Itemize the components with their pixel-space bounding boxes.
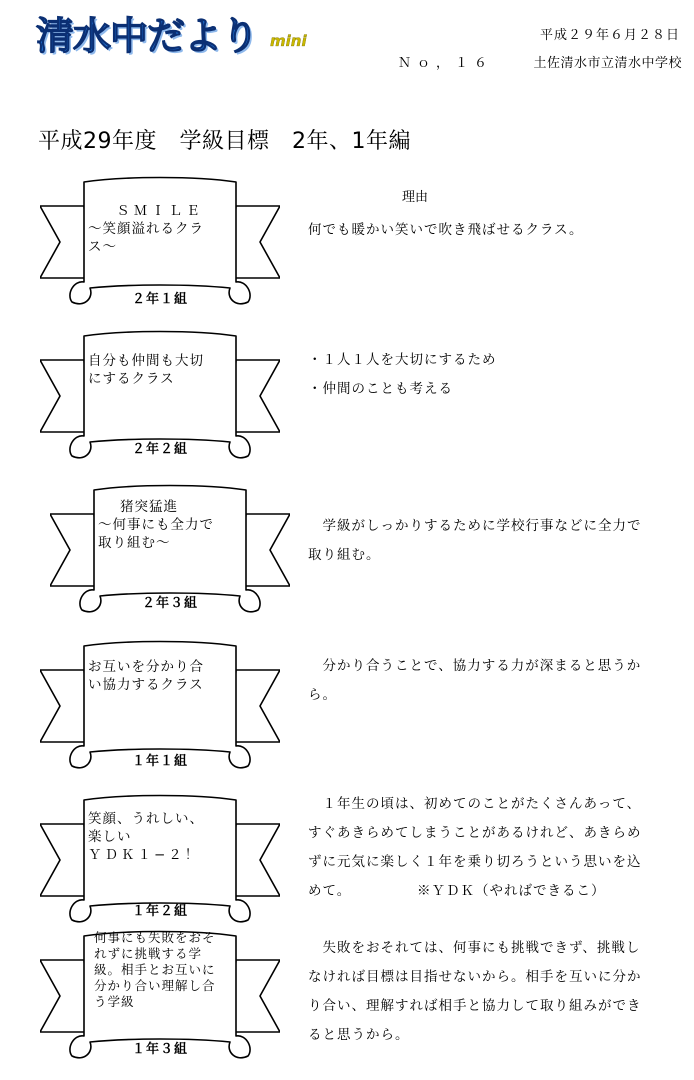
class-goal-banner	[40, 176, 280, 326]
issue-number: Ｎｏ，１６	[398, 56, 494, 71]
reason-line: １年生の頃は、初めてのことがたくさんあって、	[308, 796, 642, 812]
class-goal-banner	[40, 640, 280, 790]
class-name-label: ２年１組	[131, 292, 188, 307]
class-goal-line: 楽しい	[88, 829, 132, 845]
class-goal-text	[94, 930, 236, 1010]
class-goal-text	[98, 498, 242, 552]
class-goal-text	[88, 352, 232, 388]
reason-line: ずに元気に楽しく１年を乗り切ろうという思いを込	[308, 854, 642, 870]
logo-mini-tag: mini	[270, 32, 307, 50]
class-goal-reason	[308, 934, 682, 1050]
class-goal-line: お互いを分かり合	[88, 659, 204, 675]
issue-date: 平成２９年６月２８日	[539, 28, 680, 43]
class-goal-line: 自分も仲間も大切	[88, 353, 204, 369]
reason-line: ・仲間のことも考える	[308, 381, 453, 397]
page-title: 平成29年度 学級目標 2年、1年編	[38, 129, 411, 154]
class-goal-line: 何事にも失敗をおそ	[94, 930, 216, 945]
class-name-label: １年３組	[131, 1042, 188, 1057]
reason-line: 学級がしっかりするために学校行事などに全力で	[308, 518, 642, 534]
class-goal-reason	[308, 346, 682, 404]
class-goal-line: 取り組む〜	[98, 535, 171, 551]
class-goal-banner	[40, 930, 280, 1080]
reason-line: り合い、理解すれば相手と協力して取り組みができ	[308, 998, 642, 1014]
class-goal-line: い協力するクラス	[88, 677, 204, 693]
school-name: 土佐清水市立清水中学校	[533, 56, 682, 71]
class-goal-reason	[308, 652, 682, 710]
class-goal-line: にするクラス	[88, 371, 175, 387]
class-name-label: １年１組	[131, 754, 188, 769]
class-goal-line: う学級	[94, 994, 135, 1009]
reason-line: 失敗をおそれては、何事にも挑戦できず、挑戦し	[308, 940, 641, 956]
class-name-label: ２年３組	[141, 596, 198, 611]
reason-heading: 理由	[402, 190, 429, 205]
class-goal-line: 〜何事にも全力で	[98, 517, 214, 533]
class-goal-line: 分かり合い理解し合	[94, 978, 216, 993]
reason-line: ・１人１人を大切にするため	[308, 352, 497, 368]
reason-line: 分かり合うことで、協力する力が深まると思うか	[308, 658, 642, 674]
reason-line: 取り組む。	[308, 547, 381, 563]
class-goal-banner	[50, 484, 290, 634]
class-goal-line: 〜笑顔溢れるクラ	[88, 221, 204, 237]
class-goal-line: 級。相手とお互いに	[94, 962, 216, 977]
class-goal-text	[88, 658, 232, 694]
reason-line: ら。	[308, 687, 337, 703]
class-goal-line: 笑顔、うれしい、	[88, 811, 204, 827]
class-goal-reason	[308, 216, 682, 245]
class-goal-text	[88, 810, 232, 864]
reason-line: めて。 ※ＹＤＫ（やればできるこ）	[308, 883, 606, 899]
class-goal-line: 猪突猛進	[120, 499, 178, 515]
class-goal-line: ス〜	[88, 239, 117, 255]
class-goal-line: ＹＤＫ１−２！	[88, 847, 202, 863]
reason-line: すぐあきらめてしまうことがあるけれど、あきらめ	[308, 825, 642, 841]
class-goal-banner	[40, 330, 280, 480]
class-name-label: ２年２組	[131, 442, 188, 457]
class-goal-line: ＳＭＩＬＥ	[116, 203, 204, 219]
class-goal-reason	[308, 790, 682, 906]
class-goal-reason	[308, 512, 682, 570]
reason-line: なければ目標は目指せないから。相手を互いに分か	[308, 969, 642, 985]
reason-line: ると思うから。	[308, 1027, 410, 1043]
reason-line: 何でも暖かい笑いで吹き飛ばせるクラス。	[308, 222, 584, 238]
class-goal-line: れずに挑戦する学	[94, 946, 203, 961]
class-goal-banner	[40, 794, 280, 944]
newsletter-logo: 清水中だより	[36, 14, 259, 58]
class-name-label: １年２組	[131, 904, 188, 919]
class-goal-text	[88, 202, 232, 256]
